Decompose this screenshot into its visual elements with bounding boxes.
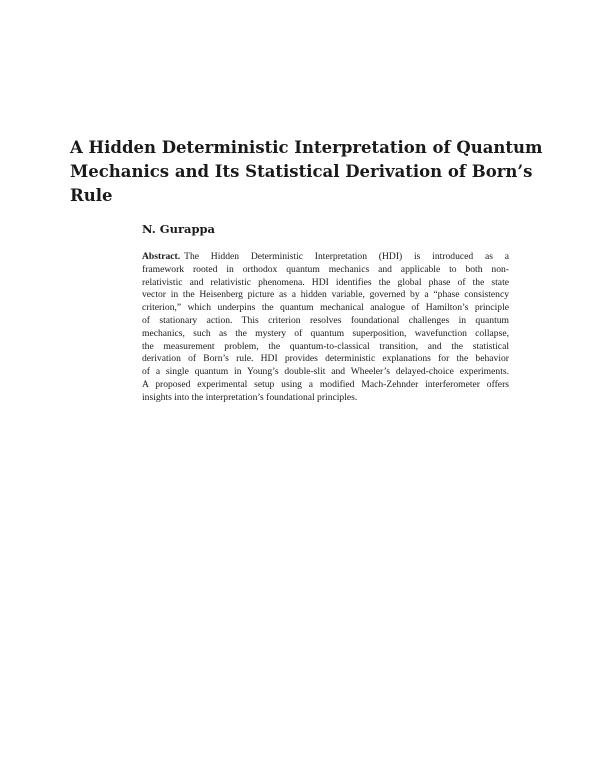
abstract-line	[142, 251, 509, 264]
abstract-line: relativistic and relativistic phenomena. HDI identifies the global phase of the state	[142, 276, 509, 288]
abstract-line: insights into the interpretation’s foundational principles.	[142, 391, 358, 403]
abstract-line: criterion,” which underpins the quantum mechanical analogue of Hamilton’s principle	[142, 302, 509, 314]
title-line: A Hidden Deterministic Interpretation of Quantum	[70, 138, 543, 157]
abstract-line: the measurement problem, the quantum-to-classical transition, and the statistical	[142, 340, 509, 352]
abstract	[142, 251, 509, 405]
title-line: Mechanics and Its Statistical Derivation of Born’s	[70, 162, 533, 181]
abstract-line: framework rooted in orthodox quantum mechanics and applicable to both non-	[142, 263, 509, 275]
abstract-line: derivation of Born’s rule. HDI provides deterministic explanations for the behavior	[142, 353, 509, 365]
paper-title	[70, 136, 543, 208]
title-line: Rule	[70, 186, 113, 205]
abstract-line: mechanics, such as the mystery of quantum superposition, wavefunction collapse,	[142, 327, 509, 339]
abstract-line: A proposed experimental setup using a modified Mach-Zehnder interferometer offers	[142, 378, 509, 390]
abstract-text: The Hidden Deterministic Interpretation (HDI) is introduced as a	[184, 251, 509, 262]
author-name: N. Gurappa	[142, 222, 216, 236]
abstract-line: of stationary action. This criterion resolves foundational challenges in quantum	[142, 314, 509, 326]
abstract-line: vector in the Heisenberg picture as a hidden variable, governed by a “phase consistency	[142, 289, 509, 301]
abstract-label: Abstract.	[142, 251, 181, 262]
abstract-line: of a single quantum in Young’s double-slit and Wheeler’s delayed-choice experiments.	[142, 366, 509, 378]
